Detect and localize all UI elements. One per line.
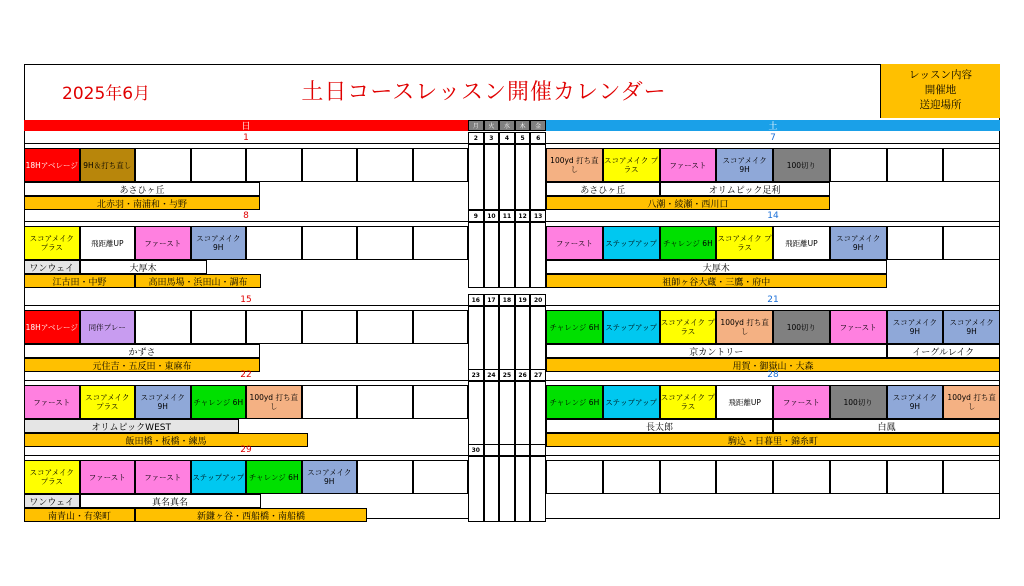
- weekday-date: 5: [515, 132, 531, 144]
- weekday-date: 4: [499, 132, 515, 144]
- saturday-date-0: 7: [546, 132, 1000, 144]
- venue-cell: 京カントリー: [546, 344, 887, 358]
- pickup-cell: 駒込・日暮里・錦糸町: [546, 433, 1000, 447]
- weekday-date: [530, 444, 546, 456]
- venue-cell: 大厚木: [80, 260, 207, 274]
- legend-lesson: レッスン内容: [909, 69, 972, 81]
- legend-venue: 開催地: [924, 84, 957, 96]
- weekday-date: 9: [468, 210, 484, 222]
- weekday-header-0: 月: [468, 120, 484, 131]
- weekday-date: 10: [484, 210, 500, 222]
- weekday-date: 24: [484, 369, 500, 381]
- saturday-date-4: [546, 444, 1000, 456]
- pickup-cell: 用賀・御嶽山・大森: [546, 358, 1000, 372]
- lesson-cell: ステップアップ: [191, 460, 247, 494]
- venue-cell: 真名真名: [80, 494, 261, 508]
- weekday-date: [484, 444, 500, 456]
- venue-cell: 白鳳: [773, 419, 1000, 433]
- empty-cell: [943, 226, 1000, 260]
- empty-cell: [413, 385, 469, 419]
- weekday-column: [468, 144, 484, 210]
- saturday-date-2: 21: [546, 294, 1000, 306]
- lesson-cell: ファースト: [660, 148, 717, 182]
- weekday-date: 12: [515, 210, 531, 222]
- empty-cell: [191, 310, 247, 344]
- lesson-cell: スコアメイク 9H: [191, 226, 247, 260]
- venue-cell: あさひヶ丘: [24, 182, 260, 196]
- pickup-cell: 北赤羽・南浦和・与野: [24, 196, 260, 210]
- weekday-header-4: 金: [530, 120, 546, 131]
- lesson-cell: 9H＆打ち直し: [80, 148, 136, 182]
- lesson-cell: ステップアップ: [603, 310, 660, 344]
- lesson-cell: ステップアップ: [603, 385, 660, 419]
- weekday-date: 16: [468, 294, 484, 306]
- lesson-cell: スコアメイク プラス: [603, 148, 660, 182]
- empty-cell: [830, 460, 887, 494]
- pickup-cell: 飯田橋・板橋・練馬: [24, 433, 308, 447]
- weekday-column: [499, 306, 515, 372]
- sunday-date-2: 15: [24, 294, 468, 306]
- pickup-cell: 八潮・綾瀬・西川口: [546, 196, 830, 210]
- lesson-cell: スコアメイク プラス: [24, 226, 80, 260]
- weekday-column: [499, 456, 515, 522]
- lesson-cell: 18Hアベレージ: [24, 310, 80, 344]
- empty-cell: [357, 460, 413, 494]
- venue-cell: オリムピック足利: [660, 182, 830, 196]
- empty-cell: [773, 460, 830, 494]
- lesson-cell: ファースト: [24, 385, 80, 419]
- pickup-cell: 江古田・中野: [24, 274, 135, 288]
- empty-cell: [302, 226, 358, 260]
- empty-cell: [357, 226, 413, 260]
- weekday-column: [515, 144, 531, 210]
- empty-cell: [716, 460, 773, 494]
- weekday-column: [515, 381, 531, 447]
- lesson-cell: スコアメイク 9H: [716, 148, 773, 182]
- weekday-column: [484, 306, 500, 372]
- empty-cell: [135, 310, 191, 344]
- venue-cell: イーグルレイク: [887, 344, 1001, 358]
- empty-cell: [246, 226, 302, 260]
- lesson-cell: 18Hアベレージ: [24, 148, 80, 182]
- lesson-cell: 100切り: [773, 148, 830, 182]
- weekday-column: [499, 222, 515, 288]
- weekday-date: 27: [530, 369, 546, 381]
- weekday-date: [499, 444, 515, 456]
- empty-cell: [357, 148, 413, 182]
- lesson-cell: スコアメイク プラス: [660, 385, 717, 419]
- weekday-header-2: 水: [499, 120, 515, 131]
- weekday-header-3: 木: [515, 120, 531, 131]
- lesson-cell: チャレンジ 6H: [546, 385, 603, 419]
- lesson-cell: 100切り: [773, 310, 830, 344]
- lesson-cell: スコアメイク 9H: [302, 460, 358, 494]
- venue-cell: ワンウェイ: [24, 260, 80, 274]
- pickup-cell: 祖師ヶ谷大蔵・三鷹・府中: [546, 274, 887, 288]
- venue-cell: 長太郎: [546, 419, 773, 433]
- venue-cell: 大厚木: [546, 260, 887, 274]
- weekday-column: [530, 144, 546, 210]
- empty-cell: [357, 310, 413, 344]
- lesson-cell: ファースト: [135, 460, 191, 494]
- sunday-date-4: 29: [24, 444, 468, 456]
- weekday-date: 6: [530, 132, 546, 144]
- empty-cell: [660, 460, 717, 494]
- lesson-cell: ファースト: [830, 310, 887, 344]
- weekday-column: [484, 381, 500, 447]
- lesson-cell: チャレンジ 6H: [546, 310, 603, 344]
- lesson-cell: ファースト: [773, 385, 830, 419]
- venue-cell: あさひヶ丘: [546, 182, 660, 196]
- pickup-cell: 元住吉・五反田・東麻布: [24, 358, 260, 372]
- weekday-column: [530, 381, 546, 447]
- empty-cell: [887, 226, 944, 260]
- lesson-cell: 飛距離UP: [80, 226, 136, 260]
- weekday-date: 17: [484, 294, 500, 306]
- lesson-cell: スコアメイク プラス: [80, 385, 136, 419]
- lesson-cell: スコアメイク プラス: [24, 460, 80, 494]
- weekday-date: 23: [468, 369, 484, 381]
- lesson-cell: 100切り: [830, 385, 887, 419]
- weekday-column: [484, 456, 500, 522]
- empty-cell: [830, 148, 887, 182]
- legend-pickup: 送迎場所: [919, 99, 962, 111]
- lesson-cell: チャレンジ 6H: [246, 460, 302, 494]
- empty-cell: [246, 310, 302, 344]
- empty-cell: [302, 148, 358, 182]
- weekday-column: [515, 222, 531, 288]
- lesson-cell: 飛距離UP: [716, 385, 773, 419]
- page-title: 土日コースレッスン開催カレンダー: [301, 80, 667, 105]
- empty-cell: [191, 148, 247, 182]
- venue-cell: オリムピックWEST: [24, 419, 239, 433]
- empty-cell: [413, 310, 469, 344]
- weekday-date: 25: [499, 369, 515, 381]
- weekday-column: [499, 144, 515, 210]
- weekday-column: [468, 381, 484, 447]
- saturday-date-1: 14: [546, 210, 1000, 222]
- empty-cell: [546, 460, 603, 494]
- empty-cell: [246, 148, 302, 182]
- empty-cell: [887, 460, 944, 494]
- weekday-column: [530, 222, 546, 288]
- calendar-header: [24, 64, 1000, 118]
- lesson-cell: スコアメイク プラス: [660, 310, 717, 344]
- weekday-date: 11: [499, 210, 515, 222]
- lesson-cell: ステップアップ: [603, 226, 660, 260]
- weekday-column: [484, 144, 500, 210]
- empty-cell: [413, 460, 469, 494]
- weekday-column: [530, 456, 546, 522]
- empty-cell: [302, 385, 358, 419]
- empty-cell: [302, 310, 358, 344]
- saturday-header: 土: [546, 120, 1000, 131]
- lesson-cell: スコアメイク 9H: [943, 310, 1000, 344]
- empty-cell: [603, 460, 660, 494]
- weekday-date: [515, 444, 531, 456]
- pickup-cell: 高田馬場・浜田山・調布: [135, 274, 261, 288]
- empty-cell: [943, 460, 1000, 494]
- lesson-cell: スコアメイク 9H: [830, 226, 887, 260]
- sunday-header: 日: [24, 120, 468, 131]
- lesson-cell: 100yd 打ち直し: [246, 385, 302, 419]
- weekday-column: [484, 222, 500, 288]
- pickup-cell: 南青山・有楽町: [24, 508, 135, 522]
- venue-cell: かずさ: [24, 344, 260, 358]
- empty-cell: [357, 385, 413, 419]
- weekday-date: 3: [484, 132, 500, 144]
- weekday-column: [530, 306, 546, 372]
- lesson-cell: チャレンジ 6H: [191, 385, 247, 419]
- lesson-cell: スコアメイク 9H: [887, 310, 944, 344]
- empty-cell: [413, 226, 469, 260]
- sunday-date-0: 1: [24, 132, 468, 144]
- weekday-date: 2: [468, 132, 484, 144]
- lesson-cell: 100yd 打ち直し: [716, 310, 773, 344]
- lesson-cell: 100yd 打ち直し: [943, 385, 1000, 419]
- saturday-date-3: 28: [546, 369, 1000, 381]
- weekday-header-1: 火: [484, 120, 500, 131]
- lesson-cell: チャレンジ 6H: [660, 226, 717, 260]
- weekday-date: 26: [515, 369, 531, 381]
- lesson-cell: スコアメイク 9H: [135, 385, 191, 419]
- empty-cell: [943, 148, 1000, 182]
- weekday-column: [515, 306, 531, 372]
- empty-cell: [135, 148, 191, 182]
- lesson-cell: ファースト: [546, 226, 603, 260]
- weekday-column: [468, 456, 484, 522]
- lesson-cell: ファースト: [135, 226, 191, 260]
- weekday-date: 30: [468, 444, 484, 456]
- weekday-date: 20: [530, 294, 546, 306]
- lesson-cell: 100yd 打ち直し: [546, 148, 603, 182]
- month-label: 2025年6月: [62, 84, 151, 104]
- weekday-date: 19: [515, 294, 531, 306]
- weekday-date: 13: [530, 210, 546, 222]
- weekday-column: [515, 456, 531, 522]
- lesson-cell: ファースト: [80, 460, 136, 494]
- venue-cell: ワンウェイ: [24, 494, 80, 508]
- lesson-cell: 飛距離UP: [773, 226, 830, 260]
- weekday-date: 18: [499, 294, 515, 306]
- sunday-date-3: 22: [24, 369, 468, 381]
- weekday-column: [468, 306, 484, 372]
- empty-cell: [887, 148, 944, 182]
- lesson-cell: スコアメイク プラス: [716, 226, 773, 260]
- sunday-date-1: 8: [24, 210, 468, 222]
- empty-cell: [413, 148, 469, 182]
- pickup-cell: 新鎌ヶ谷・西船橋・南船橋: [135, 508, 367, 522]
- lesson-cell: スコアメイク 9H: [887, 385, 944, 419]
- weekday-column: [499, 381, 515, 447]
- legend-box: [880, 64, 1000, 118]
- lesson-cell: 同伴プレー: [80, 310, 136, 344]
- weekday-column: [468, 222, 484, 288]
